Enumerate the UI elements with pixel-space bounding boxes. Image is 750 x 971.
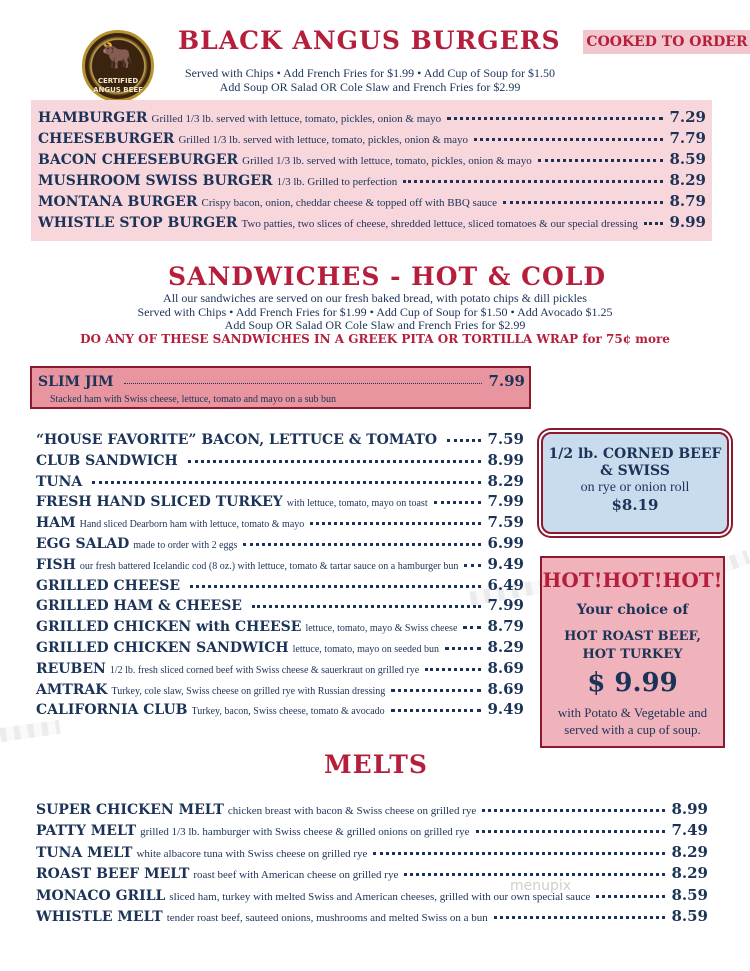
item-name: PATTY MELT bbox=[36, 823, 137, 840]
leader-dots bbox=[252, 605, 481, 608]
cooked-to-order-badge: COOKED TO ORDER bbox=[583, 30, 750, 54]
item-description: sliced ham, turkey with melted Swiss and American cheeses, grilled with our own special sauce bbox=[169, 890, 591, 903]
leader-dots bbox=[403, 180, 663, 183]
item-price: 7.99 bbox=[487, 596, 524, 615]
burgers-note-2: Add Soup OR Salad OR Cole Slaw and French Fries for $2.99 bbox=[219, 80, 521, 94]
leader-dots bbox=[434, 501, 482, 504]
sandwiches-note-1: All our sandwiches are served on our fresh baked bread, with potato chips & dill pickles bbox=[163, 291, 587, 305]
hot-with-1: with Potato & Vegetable and bbox=[557, 705, 708, 720]
menu-item bbox=[36, 451, 524, 469]
item-description: Crispy bacon, onion, cheddar cheese & topped off with BBQ sauce bbox=[201, 197, 497, 209]
item-name: REUBEN bbox=[36, 660, 106, 677]
hot-price: $ 9.99 bbox=[587, 668, 678, 698]
cow-icon: 🐂 bbox=[101, 41, 134, 71]
hot-title: HOT!HOT!HOT! bbox=[542, 568, 723, 592]
menu-item bbox=[36, 680, 524, 698]
item-price: 7.99 bbox=[488, 372, 525, 390]
item-price: 8.69 bbox=[487, 679, 524, 698]
leader-dots bbox=[447, 117, 663, 120]
leader-dots bbox=[445, 647, 481, 650]
logo-line1: CERTIFIED bbox=[97, 77, 139, 85]
sandwiches-note-3: Add Soup OR Salad OR Cole Slaw and French Fries for $2.99 bbox=[224, 318, 526, 332]
leader-dots bbox=[474, 138, 663, 141]
item-price: 8.99 bbox=[487, 450, 524, 469]
item-price: 6.99 bbox=[487, 534, 524, 552]
item-name: EGG SALAD bbox=[36, 536, 130, 552]
item-price: 8.79 bbox=[487, 617, 524, 636]
menu-item bbox=[38, 192, 706, 210]
item-price: 8.99 bbox=[671, 800, 708, 818]
special-line3: on rye or onion roll bbox=[580, 480, 690, 495]
hot-choice: Your choice of bbox=[576, 602, 689, 618]
item-name: HAMBURGER bbox=[38, 110, 148, 126]
item-name: TUNA bbox=[36, 473, 83, 490]
menu-item bbox=[36, 430, 524, 448]
item-description: lettuce, tomato, mayo on seeded bun bbox=[292, 644, 439, 655]
leader-dots bbox=[494, 916, 666, 919]
menu-item bbox=[36, 617, 524, 635]
menu-item bbox=[36, 907, 708, 925]
hot-with-2: served with a cup of soup. bbox=[564, 722, 701, 737]
leader-dots bbox=[482, 809, 665, 812]
item-description: tender roast beef, sauteed onions, mushrooms and melted Swiss on a bun bbox=[166, 912, 488, 924]
item-name: GRILLED HAM & CHEESE bbox=[36, 598, 242, 615]
item-description: Grilled 1/3 lb. served with lettuce, tomato, pickles, onion & mayo bbox=[178, 134, 469, 146]
item-description: roast beef with American cheese on grilled rye bbox=[193, 869, 399, 882]
item-price: 8.59 bbox=[671, 885, 708, 904]
item-description: Grilled 1/3 lb. served with lettuce, tomato, pickles, onion & mayo bbox=[242, 155, 532, 167]
menu-item bbox=[36, 513, 524, 531]
item-description: Turkey, cole slaw, Swiss cheese on grilled rye with Russian dressing bbox=[111, 685, 386, 697]
item-description: Grilled 1/3 lb. served with lettuce, tomato, pickles, onion & mayo bbox=[151, 113, 442, 125]
leader-dots bbox=[124, 383, 483, 384]
item-description: with lettuce, tomato, mayo on toast bbox=[286, 498, 428, 510]
item-price: 8.79 bbox=[669, 192, 706, 210]
burgers-title: BLACK ANGUS BURGERS bbox=[178, 26, 561, 55]
hot-option-1: HOT ROAST BEEF, bbox=[564, 629, 701, 644]
leader-dots bbox=[310, 522, 481, 525]
menu-item bbox=[38, 171, 706, 189]
menu-item bbox=[36, 638, 524, 656]
leader-dots bbox=[243, 543, 481, 546]
item-name: HAM bbox=[36, 515, 76, 532]
watermark: menupix bbox=[510, 878, 572, 894]
melts-title: MELTS bbox=[324, 750, 428, 779]
item-description: 1/3 lb. Grilled to perfection bbox=[276, 176, 398, 188]
item-price: 7.99 bbox=[487, 492, 524, 511]
menu-item bbox=[38, 213, 706, 231]
item-price: 8.59 bbox=[671, 907, 708, 925]
menu-item bbox=[36, 821, 708, 839]
item-price: 8.29 bbox=[671, 842, 708, 861]
menu-item bbox=[36, 843, 708, 861]
item-description: lettuce, tomato, mayo & Swiss cheese bbox=[305, 623, 458, 635]
item-description: grilled 1/3 lb. hamburger with Swiss cheese & grilled onions on grilled rye bbox=[140, 826, 470, 839]
special-line2: & SWISS bbox=[600, 463, 670, 479]
wrap-note: DO ANY OF THESE SANDWICHES IN A GREEK PITA OR TORTILLA WRAP for 75¢ more bbox=[80, 332, 670, 346]
item-name: MUSHROOM SWISS BURGER bbox=[38, 173, 273, 189]
hot-option-2: HOT TURKEY bbox=[582, 647, 683, 662]
item-price: 9.99 bbox=[669, 213, 706, 231]
menu-item bbox=[36, 492, 524, 510]
leader-dots bbox=[404, 873, 665, 876]
leader-dots bbox=[463, 626, 481, 629]
item-price: 7.59 bbox=[487, 430, 524, 448]
item-name: CLUB SANDWICH bbox=[36, 452, 178, 469]
item-name: GRILLED CHEESE bbox=[36, 577, 181, 594]
menu-item bbox=[36, 800, 708, 818]
item-name: WHISTLE MELT bbox=[36, 909, 163, 925]
menu-item bbox=[38, 372, 525, 390]
item-price: 8.29 bbox=[671, 864, 708, 883]
leader-dots bbox=[644, 222, 664, 225]
item-name: ROAST BEEF MELT bbox=[36, 866, 190, 883]
decorative-track bbox=[0, 720, 61, 742]
leader-dots bbox=[503, 201, 663, 204]
item-name: TUNA MELT bbox=[36, 844, 133, 861]
leader-dots bbox=[425, 668, 481, 671]
item-price: 6.49 bbox=[487, 575, 524, 594]
item-price: 8.29 bbox=[487, 471, 524, 490]
item-name: FRESH HAND SLICED TURKEY bbox=[36, 494, 283, 511]
hot-special bbox=[540, 556, 725, 748]
logo-line2: ANGUS BEEF bbox=[93, 86, 143, 94]
item-price: 9.49 bbox=[487, 700, 524, 719]
item-name: GRILLED CHICKEN with CHEESE bbox=[36, 619, 302, 636]
menu-item bbox=[36, 555, 524, 573]
item-name: MONTANA BURGER bbox=[38, 194, 198, 210]
menu-item bbox=[36, 534, 524, 552]
sandwiches-title: SANDWICHES - HOT & COLD bbox=[168, 262, 607, 291]
item-price: 8.69 bbox=[487, 658, 524, 677]
item-description: Turkey, bacon, Swiss cheese, tomato & avocado bbox=[191, 706, 385, 718]
slim-jim-box bbox=[30, 366, 531, 409]
leader-dots bbox=[373, 852, 665, 855]
item-price: 7.59 bbox=[487, 513, 524, 532]
menu-item bbox=[36, 472, 524, 490]
item-name: FISH bbox=[36, 556, 76, 573]
item-name: GRILLED CHICKEN SANDWICH bbox=[36, 640, 289, 656]
item-name: SLIM JIM bbox=[38, 374, 114, 390]
item-price: 8.29 bbox=[669, 171, 706, 189]
special-line1: 1/2 lb. CORNED BEEF bbox=[548, 446, 722, 462]
item-name: CALIFORNIA CLUB bbox=[36, 702, 188, 719]
item-description: Hand sliced Dearborn ham with lettuce, tomato & mayo bbox=[79, 519, 305, 531]
item-name: SUPER CHICKEN MELT bbox=[36, 802, 224, 818]
item-price: 7.79 bbox=[669, 129, 706, 147]
item-description: Two patties, two slices of cheese, shredded lettuce, sliced tomatoes & our special dressing bbox=[241, 218, 638, 230]
item-name: WHISTLE STOP BURGER bbox=[38, 215, 238, 231]
special-price: $8.19 bbox=[611, 496, 659, 514]
item-price: 8.29 bbox=[487, 638, 524, 656]
leader-dots bbox=[391, 709, 482, 712]
burgers-note-1: Served with Chips • Add French Fries for $1.99 • Add Cup of Soup for $1.50 bbox=[184, 66, 556, 80]
leader-dots bbox=[447, 439, 481, 442]
leader-dots bbox=[596, 895, 665, 898]
leader-dots bbox=[188, 460, 482, 463]
leader-dots bbox=[538, 159, 664, 162]
leader-dots bbox=[391, 689, 481, 692]
leader-dots bbox=[476, 830, 666, 833]
menu-item bbox=[38, 129, 706, 147]
item-price: 7.29 bbox=[669, 108, 706, 126]
item-price: 7.49 bbox=[671, 821, 708, 840]
leader-dots bbox=[92, 481, 481, 484]
item-description: chicken breast with bacon & Swiss cheese on grilled rye bbox=[227, 805, 477, 817]
item-description: 1/2 lb. fresh sliced corned beef with Swiss cheese & sauerkraut on grilled rye bbox=[109, 664, 420, 676]
sandwiches-note-2: Served with Chips • Add French Fries for $1.99 • Add Cup of Soup for $1.50 • Add Avocado $1.25 bbox=[137, 305, 613, 319]
item-name: AMTRAK bbox=[36, 681, 108, 698]
item-name: “HOUSE FAVORITE” BACON, LETTUCE & TOMATO bbox=[36, 432, 438, 448]
menu-item bbox=[36, 576, 524, 594]
item-description: our fresh battered Icelandic cod (8 oz.) with lettuce, tomato & tartar sauce on a hamburger bun bbox=[79, 560, 459, 572]
item-price: 8.59 bbox=[669, 150, 706, 168]
item-name: MONACO GRILL bbox=[36, 887, 166, 904]
menu-item bbox=[36, 864, 708, 882]
menu-item bbox=[36, 700, 524, 718]
item-description: white albacore tuna with Swiss cheese on grilled rye bbox=[136, 847, 368, 860]
item-name: BACON CHEESEBURGER bbox=[38, 152, 239, 168]
menu-item bbox=[38, 108, 706, 126]
item-name: CHEESEBURGER bbox=[38, 131, 175, 147]
item-price: 9.49 bbox=[487, 554, 524, 573]
menu-item bbox=[36, 886, 708, 904]
menu-item bbox=[38, 150, 706, 168]
item-description: Stacked ham with Swiss cheese, lettuce, tomato and mayo on a sub bun bbox=[50, 394, 337, 405]
item-description: made to order with 2 eggs bbox=[133, 540, 238, 551]
menu-item bbox=[36, 659, 524, 677]
menu-item bbox=[36, 596, 524, 614]
leader-dots bbox=[190, 585, 481, 588]
leader-dots bbox=[464, 564, 481, 567]
corned-beef-special bbox=[541, 432, 729, 534]
